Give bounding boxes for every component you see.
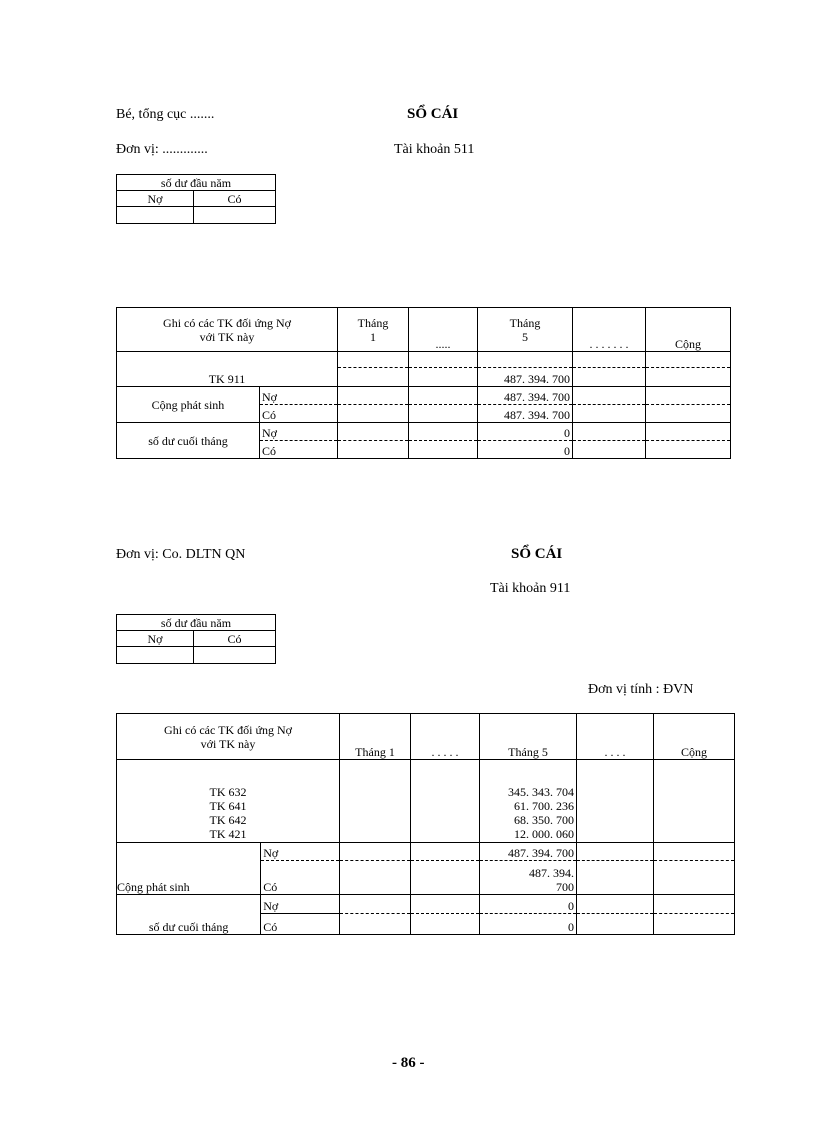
header-dots-1-2: . . . . . (411, 714, 480, 760)
ps-debit-m5-2: 487. 394. 700 (480, 843, 577, 861)
ps-label-2: Cộng phát sinh (117, 843, 261, 895)
header-month-1: Tháng 1 (338, 308, 409, 352)
header-dots-2: . . . . . . . (573, 308, 646, 352)
ps-credit-label: Có (259, 405, 337, 423)
unit-line: Đơn vị: ............. (116, 142, 208, 157)
list-item: TK 421 (209, 827, 247, 841)
currency-unit: Đơn vị tính : ĐVN (588, 682, 694, 697)
ministry-line: Bé, tổng cục ....... (116, 107, 215, 122)
bal-debit-m5-2: 0 (480, 895, 577, 914)
opening-balance-table-2 (116, 614, 276, 664)
opening-balance-table (116, 174, 276, 224)
list-item: TK 632 (209, 785, 247, 799)
opening-credit-label-2: Có (194, 631, 276, 647)
bal-credit-m5-2: 0 (480, 914, 577, 935)
header-dots-1: ..... (409, 308, 478, 352)
bal-debit-m5: 0 (478, 423, 573, 441)
list-item: 61. 700. 236 (514, 799, 574, 813)
header-total: Cộng (646, 308, 731, 352)
account-line: Tài khoản 511 (394, 142, 475, 157)
header-month-1-2: Tháng 1 (340, 714, 411, 760)
list-item: TK 642 (209, 813, 247, 827)
ps-credit-label-2: Có (261, 861, 340, 895)
opening-header: số dư đầu năm (117, 175, 276, 191)
ps-debit-m5: 487. 394. 700 (478, 387, 573, 405)
bal-label-2: số dư cuối tháng (117, 895, 261, 935)
opening-debit-label: Nợ (117, 191, 194, 207)
accounts-list (117, 760, 340, 843)
opening-debit-label-2: Nợ (117, 631, 194, 647)
account-line-2: Tài khoản 911 (490, 581, 571, 596)
ledger-table-511 (116, 307, 731, 459)
ps-credit-m5-2: 487. 394. 700 (480, 861, 577, 895)
list-item: 12. 000. 060 (514, 827, 574, 841)
bal-credit-label: Có (259, 441, 337, 459)
ledger-table-911 (116, 713, 735, 935)
row-tk911-m5: 487. 394. 700 (478, 368, 573, 387)
ledger-title: SỔ CÁI (407, 106, 459, 122)
header-dots-2-2: . . . . (577, 714, 654, 760)
bal-debit-label-2: Nợ (261, 895, 340, 914)
list-item: 68. 350. 700 (514, 813, 574, 827)
opening-credit-label: Có (194, 191, 276, 207)
bal-debit-label: Nợ (259, 423, 337, 441)
header-month-5: Tháng 5 (478, 308, 573, 352)
values-m5 (480, 760, 577, 843)
ps-debit-label: Nợ (259, 387, 337, 405)
header-month-5-2: Tháng 5 (480, 714, 577, 760)
header-desc: Ghi có các TK đối ứng Nợ với TK này (117, 308, 338, 352)
bal-credit-label-2: Có (261, 914, 340, 935)
ledger-title-2: SỔ CÁI (511, 546, 563, 562)
unit-line-2: Đơn vị: Co. DLTN QN (116, 547, 246, 562)
header-total-2: Cộng (654, 714, 735, 760)
opening-header-2: số dư đầu năm (117, 615, 276, 631)
page-number: - 86 - (392, 1055, 425, 1071)
ps-credit-m5: 487. 394. 700 (478, 405, 573, 423)
list-item: TK 641 (209, 799, 247, 813)
bal-credit-m5: 0 (478, 441, 573, 459)
list-item: 345. 343. 704 (508, 785, 574, 799)
row-tk911-label: TK 911 (117, 352, 338, 387)
header-desc-2: Ghi có các TK đối ứng Nợ với TK này (117, 714, 340, 760)
ps-debit-label-2: Nợ (261, 843, 340, 861)
ps-label: Cộng phát sinh (117, 387, 260, 423)
bal-label: số dư cuối tháng (117, 423, 260, 459)
